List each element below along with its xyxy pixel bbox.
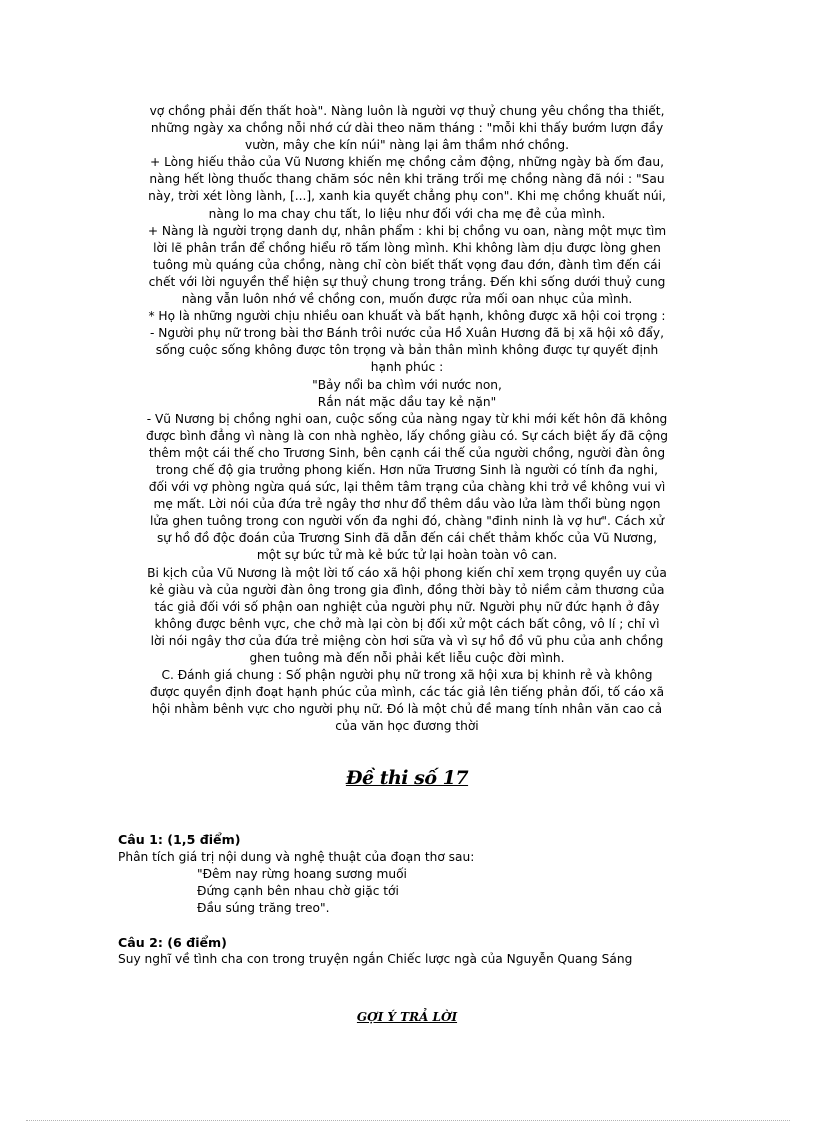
document-page (118, 103, 696, 1025)
answer-heading: GỢI Ý TRẢ LỜI (356, 1010, 458, 1025)
exam-title: Đề thi số 17 (345, 767, 469, 790)
body-line: hội nhằm bênh vực cho người phụ nữ. Đó là một chủ đề mang tính nhân văn cao cả (151, 702, 663, 717)
body-line: tuông mù quáng của chồng, nàng chỉ còn biết thất vọng đau đớn, đành tìm đến cái (152, 257, 662, 272)
body-line: những ngày xa chồng nỗi nhớ cứ dài theo năm tháng : "mỗi khi thấy bướm lượn đầy (150, 121, 664, 136)
question-1-heading: Câu 1: (1,5 điểm) (118, 832, 241, 848)
answer-heading-block (118, 1006, 696, 1025)
body-line: sống cuộc sống không được tôn trọng và bản thân mình không được tự quyết định (155, 343, 659, 358)
body-line: Rắn nát mặc dầu tay kẻ nặn" (317, 394, 497, 409)
page-bottom-divider (26, 1120, 790, 1121)
question-2-heading: Câu 2: (6 điểm) (118, 934, 227, 950)
body-line: - Vũ Nương bị chồng nghi oan, cuộc sống của nàng ngay từ khi mới kết hôn đã không (146, 411, 668, 426)
body-line: vườn, mây che kín núi" nàng lại âm thầm nhớ chồng. (244, 138, 570, 153)
poem-line: "Đêm nay rừng hoang sương muối (197, 866, 407, 881)
body-line: đối với vợ phòng ngừa quá sức, lại thêm tâm trạng của chàng khi trở về không vui vì (148, 480, 666, 495)
body-line: thêm một cái thế cho Trương Sinh, bên cạnh cái thế của người chồng, người đàn ông (148, 445, 666, 460)
question-1-prompt: Phân tích giá trị nội dung và nghệ thuật của đoạn thơ sau: (118, 849, 475, 864)
body-line: ghen tuông mà đến nỗi phải kết liễu cuộc đời mình. (249, 651, 565, 665)
body-line: này, trời xét lòng lành, [...], xanh kia quyết chẳng phụ con". Khi mẹ chồng khuất núi, (148, 189, 666, 204)
body-line: của văn học đương thời (335, 719, 479, 734)
body-line: mẹ mất. Lời nói của đứa trẻ ngây thơ như đổ thêm dầu vào lửa làm thổi bùng ngọn (153, 497, 661, 512)
body-line: lời nói ngây thơ của đứa trẻ miệng còn hơi sữa và vì sự hồ đồ vũ phu của anh chồng (150, 633, 664, 648)
body-line: nàng lo ma chay chu tất, lo liệu như đối với cha mẹ đẻ của mình. (208, 206, 606, 221)
body-line: không được bênh vực, che chở mà lại còn bị đối xử một cách bất công, vô lí ; chỉ vì (154, 616, 660, 631)
body-line: một sự bức tử mà kẻ bức tử lại hoàn toàn vô can. (256, 548, 558, 563)
question-2-prompt: Suy nghĩ về tình cha con trong truyện ngắn Chiếc lược ngà của Nguyễn Quang Sáng (118, 952, 633, 967)
body-line: lời lẽ phân trần để chồng hiểu rõ tấm lòng mình. Khi không làm dịu được lòng ghen (153, 240, 661, 255)
body-line: + Lòng hiếu thảo của Vũ Nương khiến mẹ chồng cảm động, những ngày bà ốm đau, (150, 155, 664, 170)
body-line: chết với lời nguyền thể hiện sự thuỷ chung trong trắng. Đến khi sống dưới thuỷ cung (148, 274, 666, 289)
body-line: kẻ giàu và của người đàn ông trong gia đình, đồng thời bày tỏ niềm cảm thương của (149, 582, 665, 597)
body-line: C. Đánh giá chung : Số phận người phụ nữ trong xã hội xưa bị khinh rẻ và không (161, 668, 653, 683)
body-line: hạnh phúc : (370, 360, 444, 375)
spacer (118, 917, 696, 934)
body-line: lửa ghen tuông trong con người vốn đa nghi đó, chàng "đinh ninh là vợ hư". Cách xử (149, 514, 664, 529)
body-line: Bi kịch của Vũ Nương là một lời tố cáo xã hội phong kiến chỉ xem trọng quyền uy của (147, 565, 667, 580)
body-line: sự hồ đồ độc đoán của Trương Sinh đã dẫn đến cái chết thảm khốc của Vũ Nương, (156, 531, 658, 546)
body-line: nàng vẫn luôn nhớ về chồng con, muốn được rửa mối oan nhục của mình. (181, 292, 633, 307)
exam-title-block (118, 767, 696, 789)
body-line: - Người phụ nữ trong bài thơ Bánh trôi nước của Hồ Xuân Hương đã bị xã hội xô đẩy, (149, 326, 665, 341)
body-line: "Bảy nổi ba chìm với nước non, (312, 377, 502, 392)
poem-line: Đầu súng trăng treo". (197, 900, 330, 915)
essay-body (118, 103, 696, 735)
body-line: vợ chồng phải đến thất hoà". Nàng luôn là người vợ thuỷ chung yêu chồng tha thiết, (149, 104, 665, 118)
body-line: + Nàng là người trọng danh dự, nhân phẩm : khi bị chồng vu oan, nàng một mực tìm (147, 223, 667, 238)
body-line: tác giả đối với số phận oan nghiệt của người phụ nữ. Người phụ nữ đức hạnh ở đây (154, 599, 660, 614)
body-line: được bình đẳng vì nàng là con nhà nghèo, lấy chồng giàu có. Sự cách biệt ấy đã cộng (145, 428, 668, 443)
body-line: nàng hết lòng thuốc thang chăm sóc nên khi trăng trối mẹ chồng nàng đã nói : "Sau (149, 172, 665, 187)
body-line: * Họ là những người chịu nhiều oan khuất và bất hạnh, không được xã hội coi trọng : (148, 309, 666, 324)
questions-section (118, 831, 696, 968)
poem-line: Đứng cạnh bên nhau chờ giặc tới (197, 883, 399, 898)
body-line: được quyền định đoạt hạnh phúc của mình, các tác giả lên tiếng phản đối, tố cáo xã (149, 685, 665, 700)
body-line: trong chế độ gia trưởng phong kiến. Hơn nữa Trương Sinh là người có tính đa nghi, (156, 462, 658, 477)
